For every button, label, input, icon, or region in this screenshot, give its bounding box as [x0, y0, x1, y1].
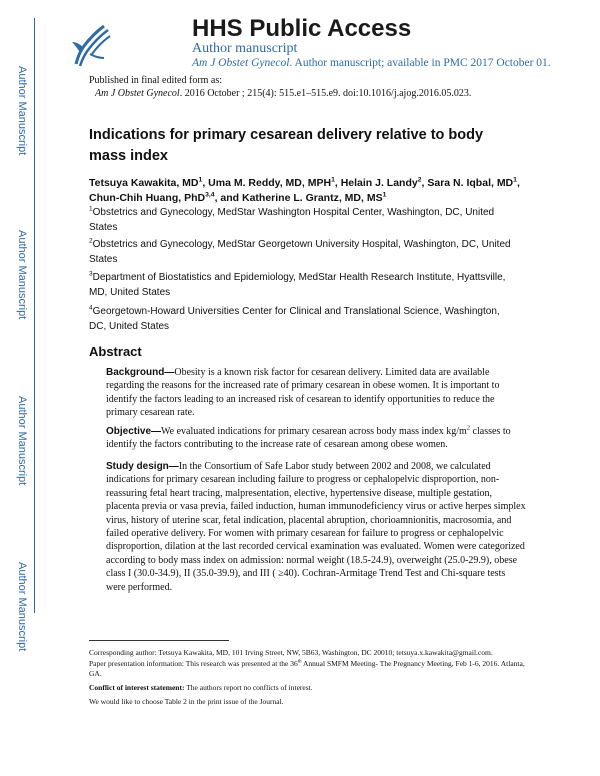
- sidebar-label: Author Manuscript: [16, 66, 28, 156]
- author-list: [89, 176, 529, 206]
- hhs-eagle-icon: [70, 22, 114, 70]
- sidebar-divider: [34, 18, 35, 613]
- footnote-divider: [89, 640, 229, 641]
- author: Sara N. Iqbal, $MD^1$,: [427, 176, 520, 189]
- citation-journal: Am J Obstet Gynecol: [95, 88, 180, 99]
- author: Chun-Chih Huang, PhD$^{3,4}$, and: [89, 191, 242, 204]
- sidebar-label: Author Manuscript: [16, 396, 28, 486]
- affiliation: $^1$Obstetrics and Gynecology, MedStar Washington Hospital Center, Washington, DC, United States: [89, 205, 495, 233]
- sidebar-label: Author Manuscript: [16, 562, 28, 652]
- abstract-background: Background—Obesity is a known risk factor for cesarean delivery. Limited data are available regarding the reasons for the increased rate of primary cesarean in obese women. It is important to identify the factors leading to an increased risk of cesarean to identify opportunities to reduce the primary cesarean rate.: [106, 367, 500, 419]
- paper-title: Indications for primary cesarean delivery relative to body mass index: [89, 127, 484, 164]
- published-label: Published in final edited form as:: [89, 75, 223, 86]
- abstract-heading: Abstract: [89, 344, 142, 359]
- corresponding-author: Corresponding author: Tetsuya Kawakita, MD, 101 Irving Street, NW, 5B63, Washington, DC 20010; tetsuya.x.kawakita@gmail.com.: [89, 648, 493, 657]
- author-manuscript-label: Author manuscript: [192, 41, 298, 56]
- abstract-objective: Objective—We evaluated indications for primary cesarean across body mass index $kg/m^2$ classes to identify the factors contributing to the increase rate of cesarean among obese women.: [106, 424, 511, 451]
- availability-line: Am J Obstet Gynecol. Author manuscript; available in PMC 2017 October 01.: [192, 57, 551, 69]
- presentation-info: Paper presentation information: This research was presented at the 36th Annual SMFM Meeting- The Pregnancy Meeting, Feb 1-6, 2016. Atlanta, GA.: [89, 659, 525, 678]
- affiliation: $^3$Department of Biostatistics and Epidemiology, MedStar Health Research Institute, Hyattsville, MD, United States: [89, 270, 506, 298]
- citation: Am J Obstet Gynecol. 2016 October ; 215(4): 515.e1–515.e9. doi:10.1016/j.ajog.2016.05.023.: [95, 88, 472, 99]
- abstract-study-design: Study design—In the Consortium of Safe Labor study between 2002 and 2008, we calculated indications for primary cesarean including failure to progress or cephalopelvic disproportion, non-reassuring fetal heart tracing, malpresentation, elective, hypertensive disease, multiple gestation, placenta previa or vasa previa, failed induction, human immunodeficiency virus or active herpes simplex virus, history of uterine scar, fetal indication, placental abruption, chorioamnionitis, macrosomia, and failed operative delivery. For women with primary cesarean for failure to progress or cephalopelvic disproportion, dilation at the last recorded cervical examination was evaluated. Women were categorized according to body mass index on admission: normal weight (18.5-24.9), overweight (25.0-29.9), obese class I (30.0-34.9), II (35.0-39.9), and III ( ≥40). Cochran-Armitage Trend Test and Chi-square tests were performed.: [106, 461, 526, 593]
- table-note: We would like to choose Table 2 in the print issue of the Journal.: [89, 697, 284, 706]
- sidebar-label: Author Manuscript: [16, 230, 28, 320]
- affiliation: $^4$Georgetown-Howard Universities Center for Clinical and Translational Science, Washington, DC, United States: [89, 304, 500, 332]
- conflict-statement: Conflict of interest statement: The authors report no conflicts of interest.: [89, 683, 313, 692]
- sidebar: [0, 0, 34, 776]
- journal-name: Am J Obstet Gynecol: [192, 57, 290, 69]
- affiliation: $^2$Obstetrics and Gynecology, MedStar Georgetown University Hospital, Washington, DC, United States: [89, 237, 511, 265]
- author: Uma M. Reddy, MD, MPH$^1$,: [208, 176, 341, 189]
- author: Katherine L. Grantz, MD, $MS^1$: [241, 191, 387, 204]
- author: Helain J. Landy$^2$,: [340, 176, 428, 189]
- hhs-title: HHS Public Access: [192, 15, 412, 42]
- author: Tetsuya Kawakita, $MD^1$,: [89, 176, 209, 189]
